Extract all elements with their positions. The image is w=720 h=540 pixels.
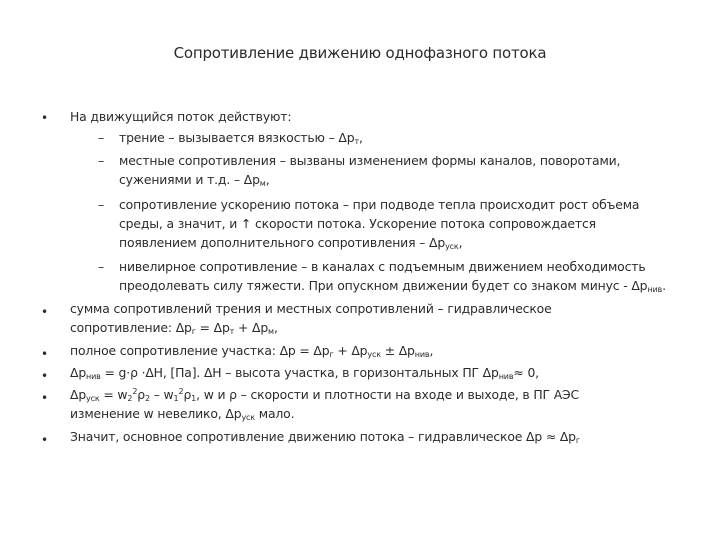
slide-title: Сопротивление движению однофазного потока [173,44,547,62]
sub-item-accel-line3: появлением дополнительного сопротивления – $\Delta p_{уск}$, [119,235,463,251]
sub-item-local-line2: сужениями и т.д. – $\Delta p_м$, [119,172,270,188]
bullet-marker: • [41,111,49,125]
dash-marker: – [98,197,105,212]
conclusion-line: Значит, основное сопротивление движению потока – гидравлическое $\Delta p \approx \Delta p_г$ [70,429,580,445]
accel-formula-line2: изменение w невелико, $\Delta p_{уск}$ мало. [70,406,295,422]
dash-marker: – [98,259,105,274]
level-formula-line: $\Delta p_{нив} = g\cdot\rho \cdot\Delta H$, [Па]. ΔH – высота участка, в горизонтальных ПГ $\Delta p_{нив}\approx 0$, [70,365,539,381]
sub-item-level-line2: преодолевать силу тяжести. При опускном движении будет со знаком минус - $\Delta p_{нив}$. [119,278,666,294]
total-resistance-line: полное сопротивление участка: $\Delta p = \Delta p_г + \Delta p_{уск} \pm \Delta p_{нив}$, [70,343,434,359]
bullet-marker: • [41,433,49,447]
intro-line: На движущийся поток действуют: [70,109,292,124]
hydraulic-line2: сопротивление: $\Delta p_г = \Delta p_т + \Delta p_м$, [70,320,278,336]
dash-marker: – [98,153,105,168]
accel-formula-line1: $\Delta p_{уск} = w_2^2\rho_2 - w_1^2\rho_1$, w и ρ – скорости и плотности на входе и выходе, в ПГ АЭС [70,387,580,403]
dash-marker: – [98,130,105,145]
sub-item-accel-line2: среды, а значит, и ↑ скорости потока. Ускорение потока сопровождается [119,216,596,231]
sub-item-accel-line1: сопротивление ускорению потока – при подводе тепла происходит рост объема [119,197,640,212]
bullet-marker: • [41,305,49,319]
sub-item-friction: трение – вызывается вязкостью – $\Delta p_т$, [119,130,363,146]
hydraulic-line1: сумма сопротивлений трения и местных сопротивлений – гидравлическое [70,301,552,316]
bullet-marker: • [41,369,49,383]
sub-item-local-line1: местные сопротивления – вызваны изменением формы каналов, поворотами, [119,153,621,168]
bullet-marker: • [41,347,49,361]
bullet-marker: • [41,391,49,405]
sub-item-level-line1: нивелирное сопротивление – в каналах с подъемным движением необходимость [119,259,646,274]
